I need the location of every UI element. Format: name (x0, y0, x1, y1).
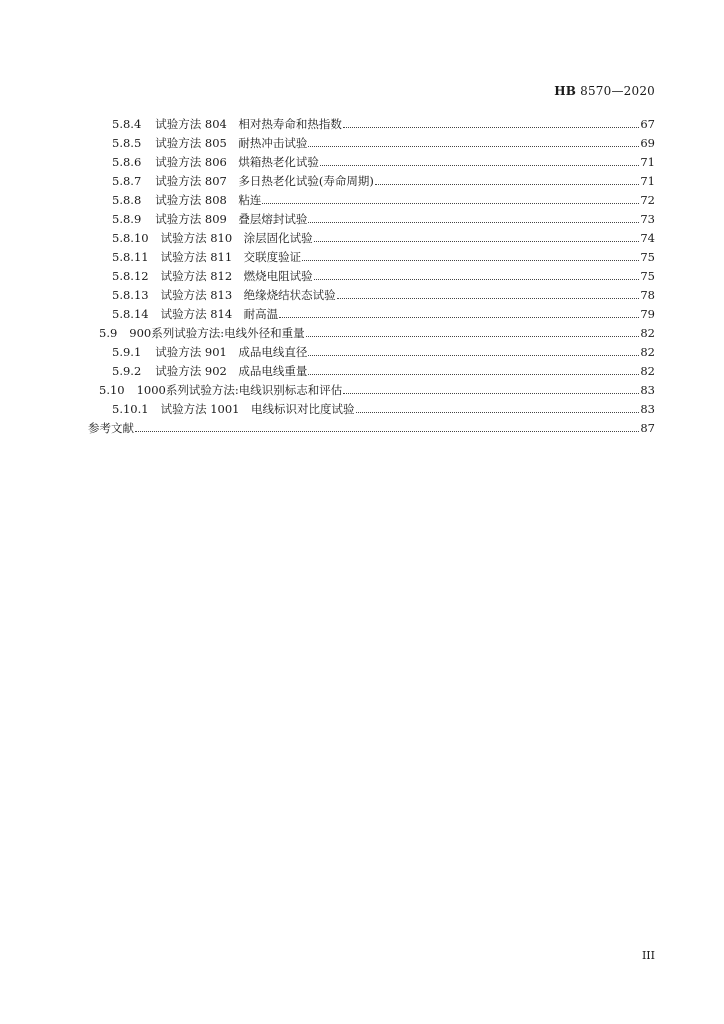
toc-leader-dots (356, 412, 640, 413)
toc-references[interactable] (88, 419, 655, 435)
toc-entry-title: 试验方法 805 耐热冲击试验 (155, 136, 308, 150)
toc-entry[interactable] (112, 362, 655, 378)
toc-entry-title: 试验方法 901 成品电线直径 (155, 345, 308, 359)
toc-leader-dots (343, 127, 639, 128)
toc-entry-title: 900系列试验方法:电线外径和重量 (129, 326, 305, 340)
toc-entry[interactable] (112, 248, 655, 264)
toc-entry-title: 试验方法 804 相对热寿命和热指数 (155, 117, 342, 131)
toc-entry-page: 73 (640, 212, 655, 226)
toc-leader-dots (308, 222, 639, 223)
toc-entry-number: 5.10.1 (112, 402, 149, 416)
toc-entry-page: 78 (640, 288, 655, 302)
toc-entry-title: 试验方法 812 燃烧电阻试验 (160, 269, 313, 283)
toc-leader-dots (302, 260, 639, 261)
toc-entry-number: 5.9 (99, 326, 118, 340)
page-number: III (641, 949, 655, 962)
toc-leader-dots (320, 165, 639, 166)
toc-entry[interactable] (112, 191, 655, 207)
toc-leader-dots (308, 374, 639, 375)
toc-entry-number: 5.9.2 (112, 364, 142, 378)
toc-entry-number: 5.8.5 (112, 136, 142, 150)
standard-number: 8570—2020 (580, 84, 655, 98)
toc-entry-number: 5.8.8 (112, 193, 142, 207)
toc-entry-page: 82 (640, 326, 655, 340)
toc-entry-page: 82 (640, 364, 655, 378)
toc-entry-page: 71 (640, 155, 655, 169)
toc-leader-dots (343, 393, 639, 394)
toc-entry-page: 69 (640, 136, 655, 150)
toc-entry-title: 试验方法 806 烘箱热老化试验 (155, 155, 319, 169)
toc-entry[interactable] (112, 305, 655, 321)
toc-entry-title: 试验方法 808 粘连 (155, 193, 262, 207)
toc-entry-page: 83 (640, 383, 655, 397)
toc-leader-dots (306, 336, 640, 337)
toc-entry-title: 试验方法 1001 电线标识对比度试验 (160, 402, 355, 416)
toc-leader-dots (279, 317, 639, 318)
toc-entry-page: 75 (640, 269, 655, 283)
toc-entry-page: 74 (640, 231, 655, 245)
toc-entry[interactable] (112, 172, 655, 188)
toc-entry-number: 5.8.4 (112, 117, 142, 131)
toc-entry[interactable] (112, 153, 655, 169)
toc-entry-page: 72 (640, 193, 655, 207)
toc-entry-page: 71 (640, 174, 655, 188)
toc-entry-number: 5.10 (99, 383, 125, 397)
toc-entry-title: 参考文献 (88, 421, 134, 435)
toc-entry[interactable] (112, 134, 655, 150)
toc-entry-page: 75 (640, 250, 655, 264)
toc-entry-title: 试验方法 813 绝缘烧结状态试验 (160, 288, 336, 302)
toc-entry-page: 79 (640, 307, 655, 321)
toc-leader-dots (308, 146, 639, 147)
toc-entry-number: 5.8.12 (112, 269, 149, 283)
toc-entry-number: 5.8.6 (112, 155, 142, 169)
toc-entry[interactable] (112, 286, 655, 302)
toc-entry-title: 试验方法 810 涂层固化试验 (160, 231, 313, 245)
standard-code (554, 84, 655, 98)
toc-entry-page: 87 (640, 421, 655, 435)
toc-entry-number: 5.8.9 (112, 212, 142, 226)
toc-entry-number: 5.9.1 (112, 345, 142, 359)
toc-entry-title: 试验方法 807 多日热老化试验(寿命周期) (155, 174, 374, 188)
toc-entry[interactable] (112, 115, 655, 131)
toc-entry-number: 5.8.13 (112, 288, 149, 302)
toc-entry-title: 试验方法 902 成品电线重量 (155, 364, 308, 378)
toc-leader-dots (337, 298, 640, 299)
toc-entry-number: 5.8.11 (112, 250, 149, 264)
toc-entry-number: 5.8.14 (112, 307, 149, 321)
toc-entry-title: 试验方法 811 交联度验证 (160, 250, 302, 264)
toc-entry-title: 试验方法 809 叠层熔封试验 (155, 212, 308, 226)
toc-section[interactable] (99, 381, 655, 397)
toc-leader-dots (314, 279, 640, 280)
toc-leader-dots (308, 355, 639, 356)
toc-entry-page: 67 (640, 117, 655, 131)
toc-entry[interactable] (112, 400, 655, 416)
toc-entry-page: 82 (640, 345, 655, 359)
toc-leader-dots (262, 203, 639, 204)
toc-leader-dots (314, 241, 640, 242)
toc-entry-title: 1000系列试验方法:电线识别标志和评估 (136, 383, 343, 397)
toc-entry[interactable] (112, 229, 655, 245)
toc-leader-dots (375, 184, 640, 185)
toc-entry-title: 试验方法 814 耐高温 (160, 307, 279, 321)
toc-leader-dots (135, 431, 639, 432)
toc-entry[interactable] (112, 343, 655, 359)
toc-section[interactable] (99, 324, 655, 340)
toc-entry-page: 83 (640, 402, 655, 416)
toc-entry-number: 5.8.7 (112, 174, 142, 188)
toc-entry[interactable] (112, 210, 655, 226)
toc-entry[interactable] (112, 267, 655, 283)
toc-entry-number: 5.8.10 (112, 231, 149, 245)
standard-prefix: HB (554, 84, 577, 98)
